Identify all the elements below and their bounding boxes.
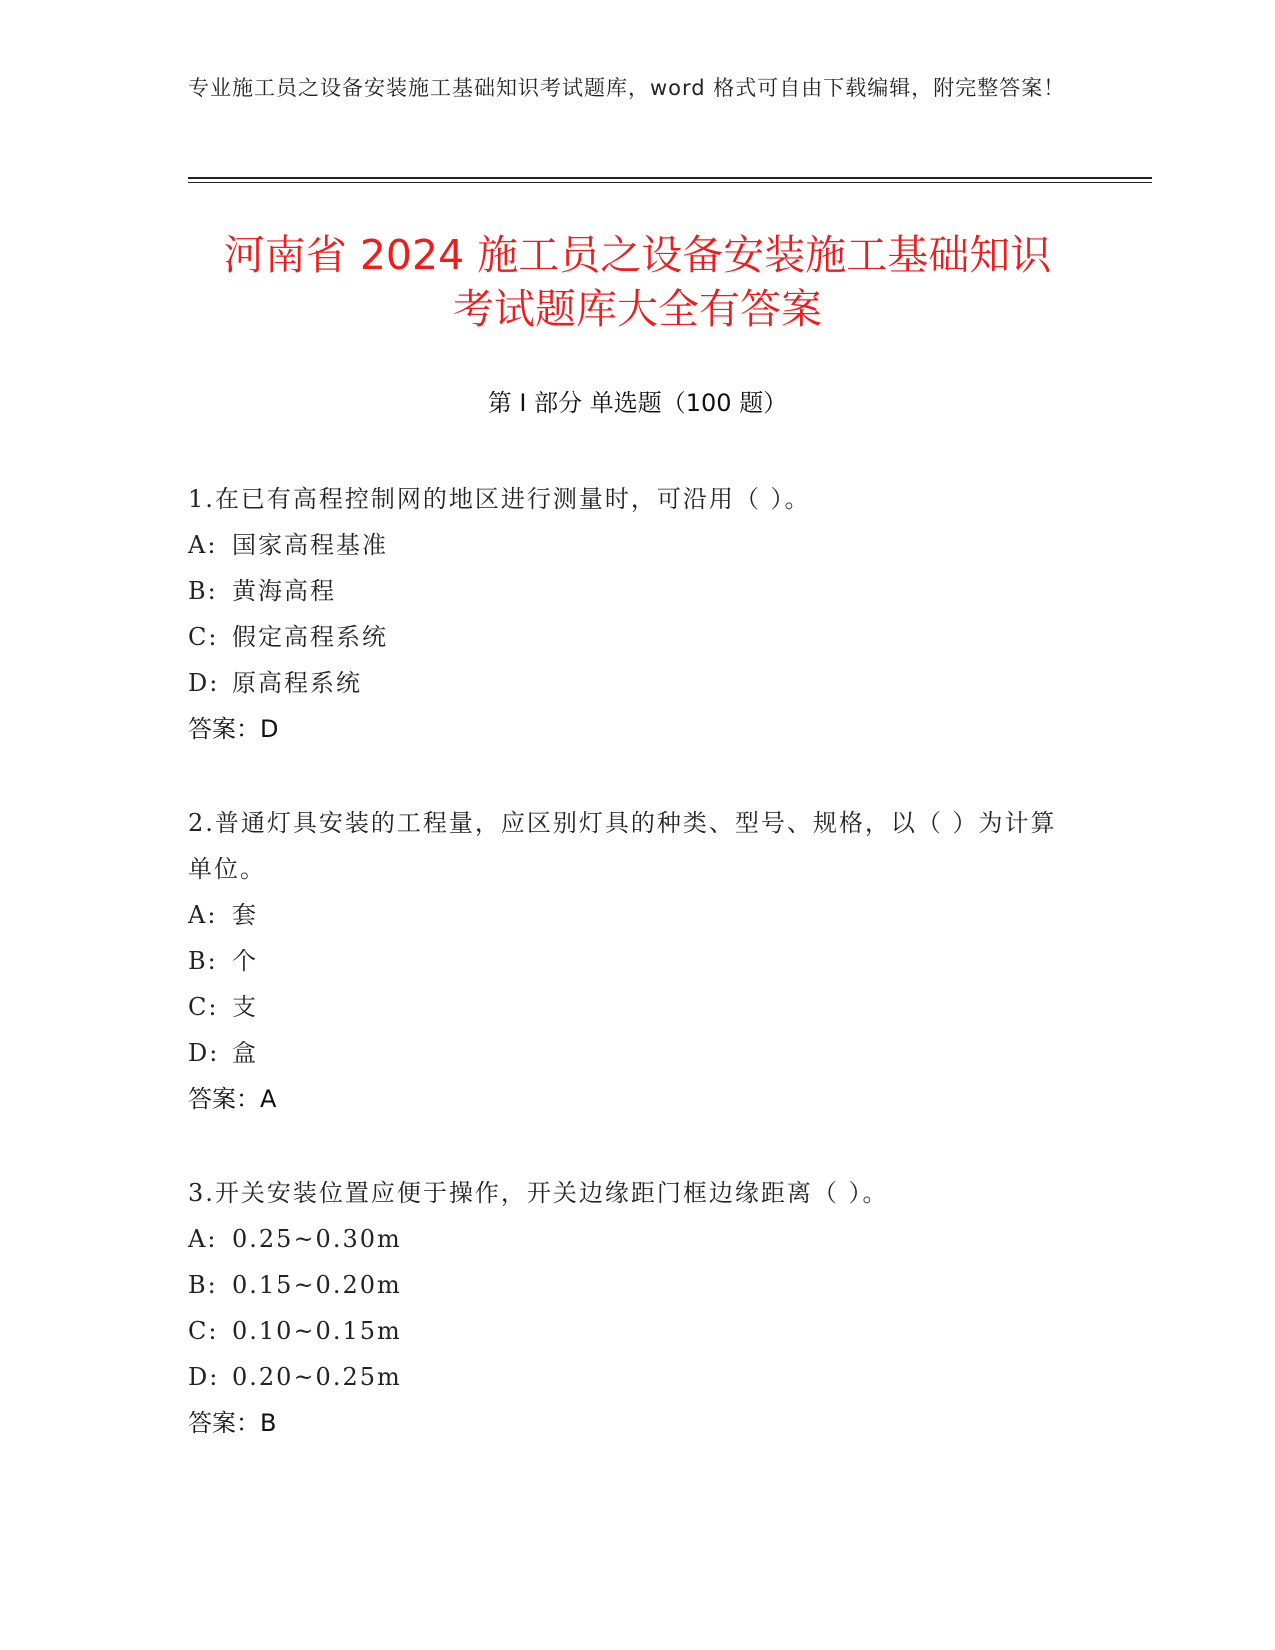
- option-a: [188, 1216, 1068, 1262]
- option-letter: C:: [188, 623, 219, 651]
- option-text: 支: [232, 993, 258, 1021]
- option-a: [188, 522, 1068, 568]
- option-b: [188, 938, 1068, 984]
- option-d: [188, 1354, 1068, 1400]
- option-a: [188, 892, 1068, 938]
- option-letter: A:: [188, 531, 218, 559]
- title-line-2: 考试题库大全有答案: [453, 285, 822, 333]
- option-letter: B:: [188, 947, 218, 975]
- document-title: [150, 228, 1125, 336]
- option-text: 0.15~0.20m: [232, 1271, 402, 1299]
- answer-line: 答案：D: [188, 715, 279, 743]
- option-text: 国家高程基准: [232, 531, 388, 559]
- answer-line: 答案：B: [188, 1409, 277, 1437]
- option-b: [188, 568, 1068, 614]
- title-line-1: 河南省 2024 施工员之设备安装施工基础知识: [223, 231, 1052, 279]
- option-letter: A:: [188, 901, 218, 929]
- option-letter: C:: [188, 1317, 219, 1345]
- option-letter: D:: [188, 1039, 220, 1067]
- question-stem: 2.普通灯具安装的工程量，应区别灯具的种类、型号、规格，以（ ）为计算单位。: [188, 809, 1057, 883]
- option-text: 盒: [232, 1039, 258, 1067]
- option-text: 套: [232, 901, 258, 929]
- option-text: 个: [232, 947, 258, 975]
- question-stem: 1.在已有高程控制网的地区进行测量时，可沿用（ ）。: [188, 485, 811, 513]
- header-note: 专业施工员之设备安装施工基础知识考试题库，word 格式可自由下载编辑，附完整答案！: [188, 76, 1066, 100]
- option-text: 原高程系统: [232, 669, 362, 697]
- option-text: 0.10~0.15m: [232, 1317, 402, 1345]
- option-letter: B:: [188, 1271, 218, 1299]
- option-text: 黄海高程: [232, 577, 336, 605]
- question-stem: 3.开关安装位置应便于操作，开关边缘距门框边缘距离（ ）。: [188, 1179, 889, 1207]
- question-3: [188, 1170, 1068, 1446]
- option-text: 0.20~0.25m: [232, 1363, 402, 1391]
- option-letter: C:: [188, 993, 219, 1021]
- option-text: 假定高程系统: [232, 623, 388, 651]
- option-c: [188, 984, 1068, 1030]
- option-letter: A:: [188, 1225, 218, 1253]
- question-1: [188, 476, 1068, 752]
- option-letter: B:: [188, 577, 218, 605]
- option-c: [188, 1308, 1068, 1354]
- option-d: [188, 1030, 1068, 1076]
- header-divider-thick: [188, 177, 1152, 179]
- option-d: [188, 660, 1068, 706]
- section-title: 第 I 部分 单选题（100 题）: [487, 389, 788, 417]
- option-b: [188, 1262, 1068, 1308]
- header-divider-thin: [188, 182, 1152, 183]
- option-text: 0.25~0.30m: [232, 1225, 402, 1253]
- option-c: [188, 614, 1068, 660]
- question-2: [188, 800, 1068, 1122]
- answer-line: 答案：A: [188, 1085, 277, 1113]
- option-letter: D:: [188, 669, 220, 697]
- option-letter: D:: [188, 1363, 220, 1391]
- question-list: [188, 476, 1068, 1494]
